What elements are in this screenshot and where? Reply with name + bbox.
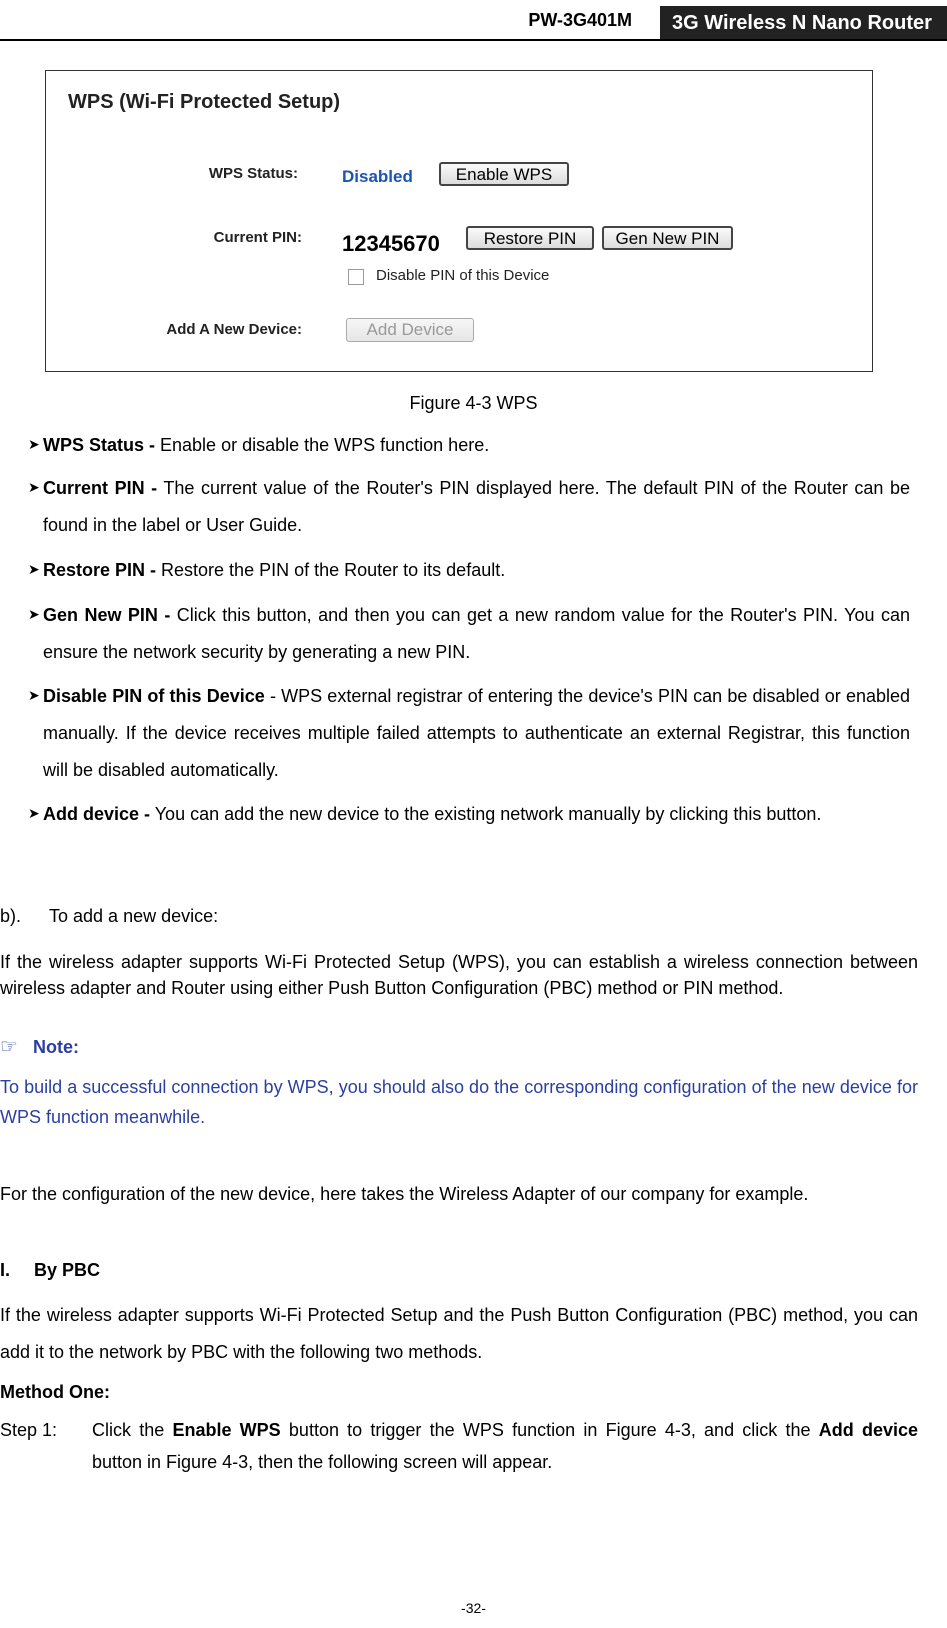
section-b-heading: b). To add a new device:	[0, 906, 219, 926]
pointing-hand-icon: ☞	[0, 1036, 18, 1058]
gen-new-pin-button[interactable]: Gen New PIN	[602, 226, 733, 250]
enable-wps-button[interactable]: Enable WPS	[439, 162, 569, 186]
paragraph-pbc: If the wireless adapter supports Wi-Fi Protected Setup and the Push Button Configuration (PBC) method, you can add it to the network by PBC with the following two methods.	[0, 1305, 918, 1362]
wps-status-value: Disabled	[342, 167, 413, 186]
arrow-bullet-icon: ➤	[28, 479, 40, 495]
arrow-bullet-icon: ➤	[28, 561, 40, 577]
arrow-bullet-icon: ➤	[28, 687, 40, 703]
wps-figure	[45, 70, 873, 372]
current-pin-label: Current PIN:	[213, 229, 302, 246]
header-rule	[0, 39, 947, 41]
current-pin-value: 12345670	[342, 231, 440, 256]
disable-pin-checkbox[interactable]	[348, 269, 364, 285]
method-one-heading: Method One:	[0, 1382, 110, 1402]
wps-status-label: WPS Status:	[208, 165, 298, 182]
section-i-heading: I. By PBC	[0, 1260, 101, 1280]
note-text: To build a successful connection by WPS, you should also do the corresponding configuration of the new device for WPS function meanwhile.	[0, 1077, 918, 1127]
paragraph-configuration: For the configuration of the new device, here takes the Wireless Adapter of our company for example.	[0, 1184, 809, 1204]
page-header	[0, 0, 947, 42]
model-name: PW-3G401M	[528, 10, 632, 30]
add-device-label: Add A New Device:	[166, 321, 302, 338]
note-heading: ☞ Note:	[0, 1036, 79, 1058]
figure-caption: Figure 4-3 WPS	[409, 393, 538, 413]
page-number: -32-	[461, 1600, 486, 1616]
paragraph-intro: If the wireless adapter supports Wi-Fi Protected Setup (WPS), you can establish a wireless connection between wireless adapter and Router using either Push Button Configuration (PBC) method or PIN method.	[0, 952, 918, 998]
disable-pin-checkbox-label: Disable PIN of this Device	[376, 267, 550, 284]
add-device-button[interactable]: Add Device	[346, 318, 474, 342]
figure-title: WPS (Wi-Fi Protected Setup)	[68, 91, 341, 113]
product-name: 3G Wireless N Nano Router	[660, 6, 947, 40]
arrow-bullet-icon: ➤	[28, 436, 40, 452]
arrow-bullet-icon: ➤	[28, 606, 40, 622]
arrow-bullet-icon: ➤	[28, 805, 40, 821]
restore-pin-button[interactable]: Restore PIN	[466, 226, 594, 250]
